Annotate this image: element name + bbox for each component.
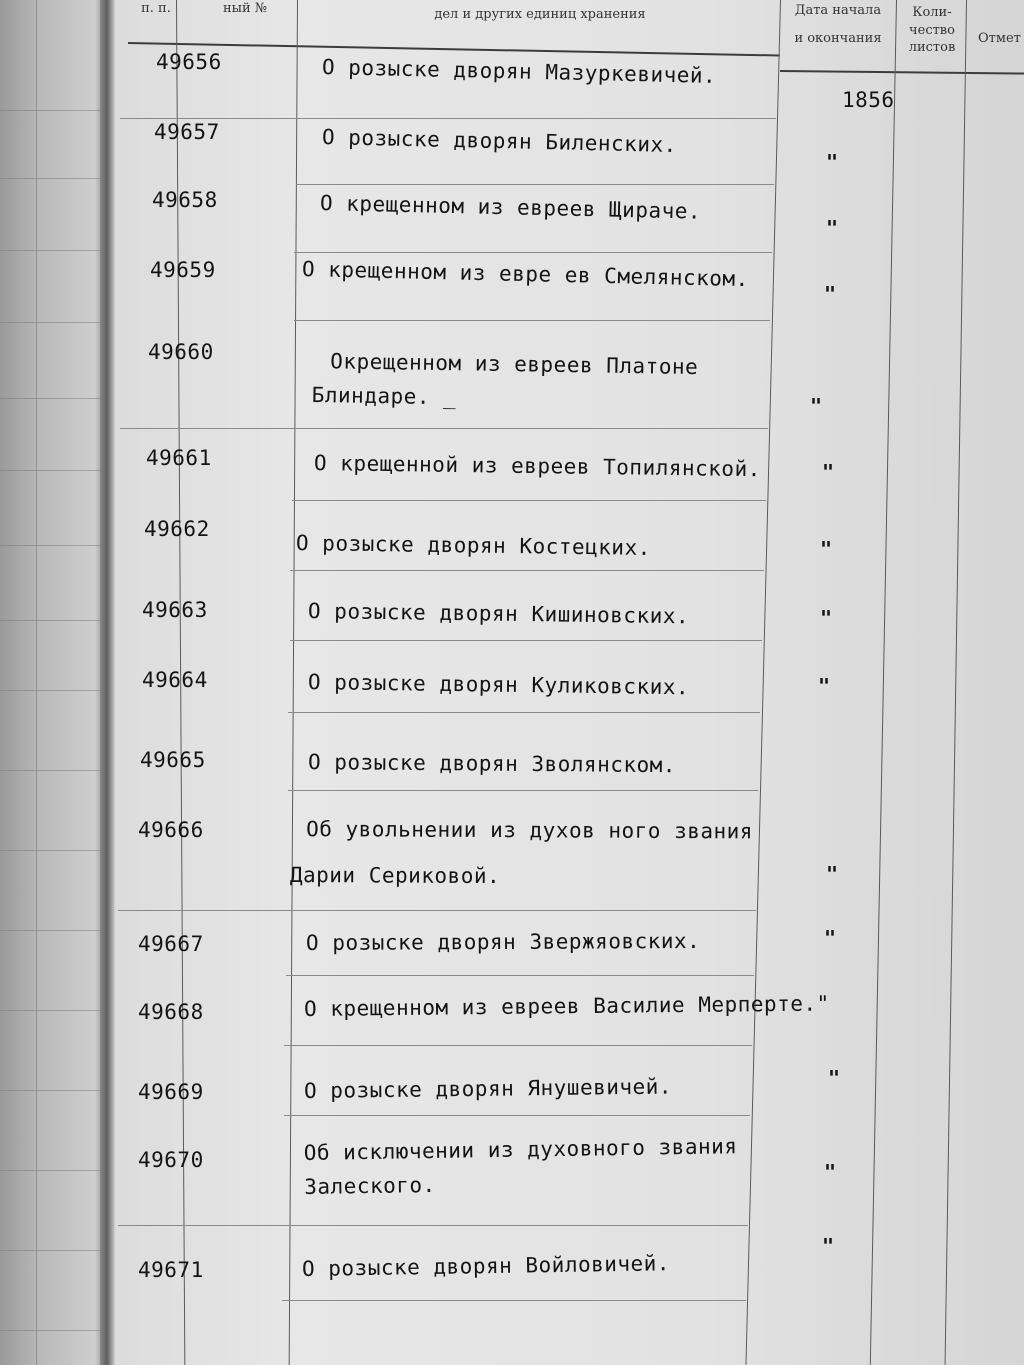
- entry-title: [322, 120, 678, 162]
- entry-title-line: О розыске дворян Биленских.: [321, 125, 678, 158]
- prev-page-rule: [0, 1090, 104, 1091]
- column-line: [945, 0, 967, 1365]
- entry-title-line: Окрещенном из евреев Платоне: [330, 349, 699, 380]
- entry-title-line: О розыске дворян Янушевичей.: [303, 1074, 673, 1103]
- entry-title: [311, 344, 698, 418]
- entry-number: 49656: [156, 50, 222, 74]
- entry-title: [320, 186, 702, 229]
- prev-page-rule: [0, 545, 104, 546]
- entry-title-line: О розыске дворян Звержяовских.: [305, 928, 701, 955]
- ruled-line: [288, 712, 760, 713]
- ruled-line: [296, 118, 776, 119]
- entry-title-line: О розыске дворян Зволянском.: [307, 750, 677, 778]
- header-sheets-line1: Коли-: [912, 5, 952, 20]
- entry-title: [308, 745, 676, 782]
- entry-number: 49669: [138, 1080, 204, 1104]
- prev-page-rule: [0, 770, 104, 771]
- entry-number: 49661: [146, 446, 212, 470]
- entry-date-ditto: ": [818, 674, 831, 698]
- ruled-line-left: [118, 910, 290, 911]
- entry-title-line: Блиндаре. _: [311, 382, 457, 410]
- entry-number: 49662: [144, 517, 210, 541]
- header-col-number: п. п.: [141, 1, 171, 16]
- ruled-line: [284, 1045, 752, 1046]
- ruled-line: [284, 1115, 750, 1116]
- entry-title-line: О крещенном из евреев Щираче.: [319, 191, 702, 224]
- entry-title: [304, 986, 830, 1026]
- entry-number: 49659: [150, 258, 216, 282]
- header-col-sheets: [900, 4, 964, 57]
- column-line: [745, 0, 781, 1365]
- entry-date-ditto: ": [822, 460, 835, 484]
- ruled-line-left: [120, 428, 296, 429]
- entry-title: [303, 1129, 738, 1204]
- entry-title-line: Залеского.: [304, 1172, 436, 1199]
- entry-number: 49657: [154, 120, 220, 144]
- entry-title-line: Об увольнении из духов ного звания: [306, 817, 754, 844]
- entry-title-line: О розыске дворян Мазуркевичей.: [321, 55, 717, 88]
- entry-title: [308, 665, 690, 704]
- entry-number: 49667: [138, 932, 204, 956]
- entry-date-ditto: ": [822, 1234, 835, 1258]
- header-col-title: дел и других единиц хранения: [434, 7, 646, 22]
- entry-number: 49658: [152, 188, 218, 212]
- entry-date-ditto: ": [810, 394, 823, 418]
- header-underline-right: [780, 70, 1024, 75]
- book-spine: [100, 0, 114, 1365]
- header-dates-line1: Дата начала: [794, 3, 882, 18]
- ruled-line: [290, 570, 764, 571]
- entry-title-line: О розыске дворян Войловичей.: [301, 1251, 671, 1281]
- ruled-line: [282, 1300, 746, 1301]
- entry-title-line: О крещенном из евре ев Смелянском.: [301, 257, 750, 292]
- entry-number: 49666: [138, 818, 204, 842]
- ruled-line-left: [118, 1225, 286, 1226]
- entry-title: [290, 812, 753, 894]
- entry-number: 49664: [142, 668, 208, 692]
- entry-title-line: Дарии Сериковой.: [289, 862, 501, 889]
- prev-page-rule: [0, 178, 104, 179]
- header-sheets-line3: листов: [908, 40, 956, 56]
- entry-number: 49660: [148, 340, 214, 364]
- entry-date-ditto: ": [826, 862, 839, 886]
- header-col-registry: ный №: [222, 1, 268, 16]
- prev-page-rule: [0, 850, 104, 851]
- prev-page-rule: [0, 1010, 104, 1011]
- entry-title: [308, 594, 690, 633]
- entry-date-ditto: ": [824, 926, 837, 950]
- ruled-line: [290, 640, 762, 641]
- prev-page-rule: [0, 620, 104, 621]
- entry-title-line: О крещенном из евреев Василие Мерперте.": [303, 991, 830, 1021]
- ruled-line: [294, 320, 770, 321]
- ruled-line: [296, 184, 774, 185]
- header-col-dates: [782, 2, 894, 47]
- prev-page-rule: [0, 470, 104, 471]
- entry-title: [314, 446, 761, 486]
- entry-date-ditto: ": [820, 606, 833, 630]
- previous-page-edge: [0, 0, 104, 1365]
- entry-date-ditto: ": [828, 1066, 841, 1090]
- column-line: [289, 0, 298, 1365]
- ruled-line: [286, 975, 754, 976]
- entry-date-ditto: ": [820, 537, 833, 561]
- entry-number: 49663: [142, 598, 208, 622]
- prev-page-rule: [0, 930, 104, 931]
- entry-title-line: О розыске дворян Костецких.: [295, 531, 652, 560]
- entry-number: 49670: [138, 1148, 204, 1172]
- prev-page-rule: [0, 398, 104, 399]
- entry-number: 49668: [138, 1000, 204, 1024]
- ruled-line: [292, 500, 766, 501]
- entry-number: 49665: [140, 748, 206, 772]
- entry-title: [322, 50, 717, 93]
- entry-title-line: О крещенной из евреев Топилянской.: [313, 451, 761, 482]
- entry-date-ditto: ": [824, 282, 837, 306]
- ruled-line: [282, 1225, 748, 1226]
- entry-title: [296, 526, 651, 565]
- entry-date: 1856: [842, 88, 895, 112]
- prev-page-rule: [0, 690, 104, 691]
- header-dates-line2: и окончания: [794, 30, 882, 46]
- ruled-line: [292, 428, 768, 429]
- header-col-notes: Отмет: [978, 31, 1021, 46]
- entry-title: [302, 252, 750, 296]
- entry-title: [306, 924, 700, 960]
- entry-title-line: О розыске дворян Кишиновских.: [307, 599, 690, 629]
- prev-page-rule: [0, 322, 104, 323]
- column-line: [870, 0, 897, 1365]
- prev-page-rule: [0, 110, 104, 111]
- prev-page-column-line: [36, 0, 37, 1365]
- entry-number: 49671: [138, 1258, 204, 1282]
- prev-page-rule: [0, 1250, 104, 1251]
- prev-page-rule: [0, 1330, 104, 1331]
- entry-date-ditto: ": [824, 1160, 837, 1184]
- entry-title: [304, 1070, 672, 1108]
- prev-page-rule: [0, 1170, 104, 1171]
- ruled-line: [286, 910, 756, 911]
- prev-page-rule: [0, 250, 104, 251]
- entry-title: [302, 1246, 671, 1286]
- header-sheets-line2: чество: [909, 22, 955, 38]
- ruled-line: [288, 790, 758, 791]
- entry-title-line: Об исключении из духовного звания: [303, 1134, 738, 1166]
- entry-date-ditto: ": [826, 216, 839, 240]
- entry-title-line: О розыске дворян Куликовских.: [307, 670, 690, 700]
- ruled-line-left: [120, 118, 300, 119]
- entry-date-ditto: ": [826, 150, 839, 174]
